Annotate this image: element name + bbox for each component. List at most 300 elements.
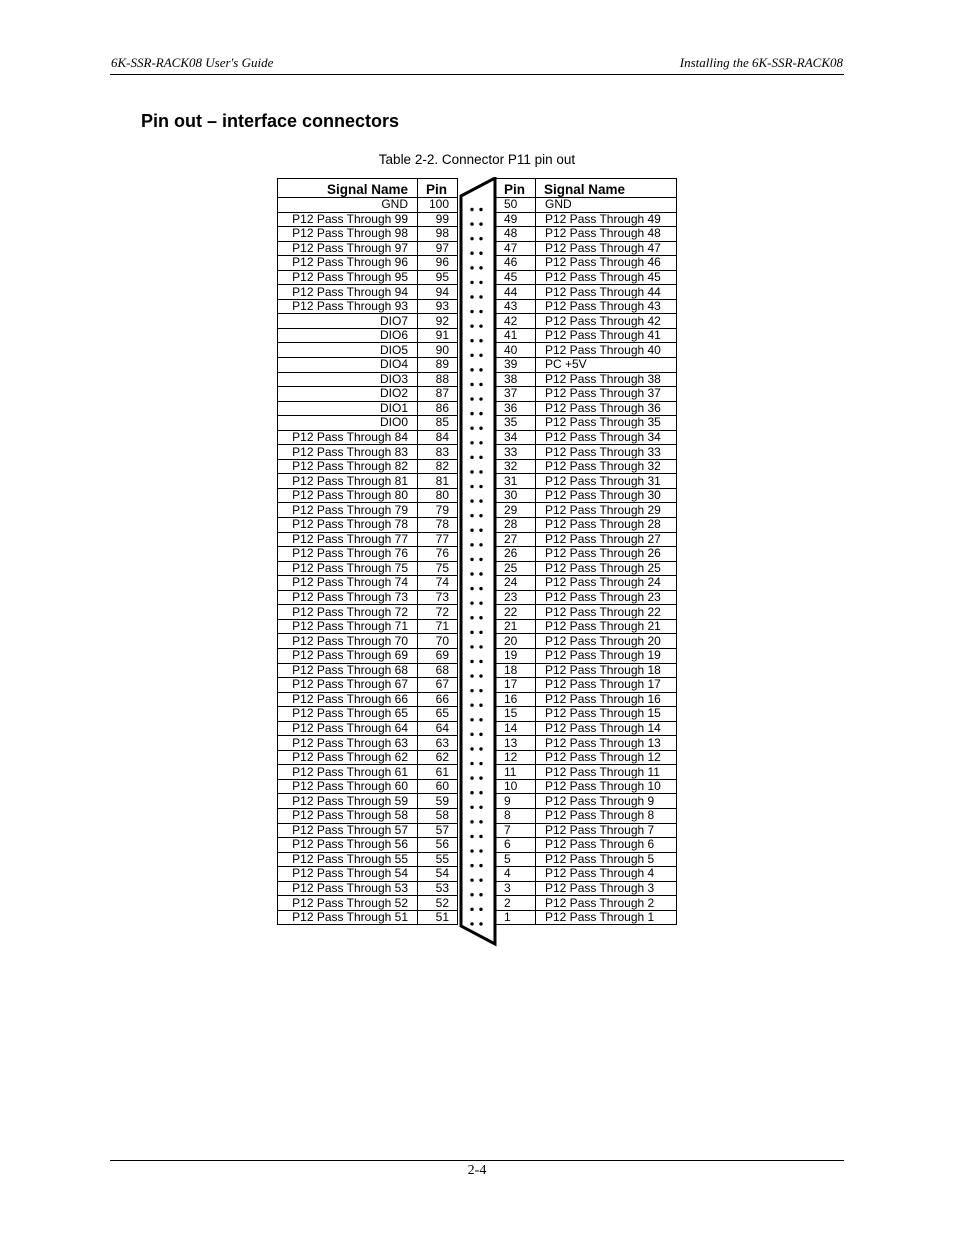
table-row <box>496 314 677 329</box>
pin-number-cell: 12 <box>496 750 536 765</box>
signal-name-cell: P12 Pass Through 27 <box>536 532 677 547</box>
signal-name-cell: P12 Pass Through 32 <box>536 459 677 474</box>
signal-name-cell: P12 Pass Through 64 <box>278 721 418 736</box>
pin-dot-left <box>470 733 473 736</box>
pin-number-cell: 27 <box>496 532 536 547</box>
table-row <box>278 401 458 416</box>
pin-dot-left <box>470 791 473 794</box>
pin-dot-left <box>470 383 473 386</box>
pin-dot-left <box>470 616 473 619</box>
signal-name-cell: DIO4 <box>278 358 418 373</box>
pin-number-cell: 31 <box>496 474 536 489</box>
pin-number-cell: 37 <box>496 387 536 402</box>
table-row <box>278 678 458 693</box>
signal-name-cell: P12 Pass Through 98 <box>278 227 418 242</box>
signal-name-cell: P12 Pass Through 14 <box>536 721 677 736</box>
signal-name-cell: P12 Pass Through 45 <box>536 270 677 285</box>
pin-number-cell: 45 <box>496 270 536 285</box>
pin-number-cell: 21 <box>496 619 536 634</box>
pin-dot-left <box>470 514 473 517</box>
header-chapter-title: Installing the 6K-SSR-RACK08 <box>679 55 843 70</box>
table-row <box>278 299 458 314</box>
footer-rule <box>110 1160 844 1161</box>
pin-number-cell: 54 <box>418 867 458 882</box>
table-row <box>496 881 677 896</box>
table-row <box>278 358 458 373</box>
pin-dot-right <box>479 281 482 284</box>
table-row <box>496 430 677 445</box>
signal-name-cell: P12 Pass Through 79 <box>278 503 418 518</box>
pin-number-cell: 7 <box>496 823 536 838</box>
table-row <box>496 838 677 853</box>
signal-name-cell: P12 Pass Through 33 <box>536 445 677 460</box>
signal-name-cell: P12 Pass Through 74 <box>278 576 418 591</box>
signal-name-cell: P12 Pass Through 30 <box>536 488 677 503</box>
signal-name-cell: P12 Pass Through 83 <box>278 445 418 460</box>
pin-number-cell: 56 <box>418 838 458 853</box>
table-row <box>278 692 458 707</box>
signal-name-cell: P12 Pass Through 81 <box>278 474 418 489</box>
signal-name-cell: P12 Pass Through 10 <box>536 779 677 794</box>
pinout-table-right <box>495 178 677 925</box>
pin-dot-right <box>479 762 482 765</box>
pin-dot-left <box>470 558 473 561</box>
pin-dot-right <box>479 806 482 809</box>
pin-number-cell: 50 <box>496 198 536 213</box>
pin-dot-left <box>470 529 473 532</box>
signal-name-cell: P12 Pass Through 35 <box>536 416 677 431</box>
table-row <box>278 736 458 751</box>
pin-number-cell: 16 <box>496 692 536 707</box>
table-header-row <box>496 179 677 198</box>
table-row <box>278 605 458 620</box>
signal-name-cell: P12 Pass Through 34 <box>536 430 677 445</box>
signal-name-cell: P12 Pass Through 28 <box>536 518 677 533</box>
pin-dot-left <box>470 660 473 663</box>
table-row <box>278 590 458 605</box>
pin-dot-left <box>470 674 473 677</box>
pin-number-cell: 84 <box>418 430 458 445</box>
signal-name-cell: P12 Pass Through 15 <box>536 707 677 722</box>
pin-dot-right <box>479 310 482 313</box>
pin-number-cell: 89 <box>418 358 458 373</box>
pin-number-cell: 75 <box>418 561 458 576</box>
pin-number-cell: 58 <box>418 808 458 823</box>
pin-dot-left <box>470 820 473 823</box>
pin-number-cell: 10 <box>496 779 536 794</box>
table-row <box>496 678 677 693</box>
column-header-pin: Pin <box>418 179 458 198</box>
pin-dot-right <box>479 747 482 750</box>
pin-number-cell: 26 <box>496 547 536 562</box>
signal-name-cell: P12 Pass Through 63 <box>278 736 418 751</box>
signal-name-cell: P12 Pass Through 46 <box>536 256 677 271</box>
pin-number-cell: 96 <box>418 256 458 271</box>
table-row <box>496 634 677 649</box>
table-row <box>496 590 677 605</box>
table-row <box>496 663 677 678</box>
table-row <box>278 241 458 256</box>
table-row <box>278 372 458 387</box>
pin-number-cell: 66 <box>418 692 458 707</box>
pin-dot-left <box>470 543 473 546</box>
pin-number-cell: 17 <box>496 678 536 693</box>
signal-name-cell: P12 Pass Through 78 <box>278 518 418 533</box>
table-row <box>278 838 458 853</box>
pin-dot-right <box>479 514 482 517</box>
pin-number-cell: 8 <box>496 808 536 823</box>
header-guide-title: 6K-SSR-RACK08 User's Guide <box>111 55 274 70</box>
pin-dot-left <box>470 222 473 225</box>
pin-dot-left <box>470 572 473 575</box>
table-row <box>278 430 458 445</box>
table-caption: Table 2-2. Connector P11 pin out <box>378 152 576 167</box>
column-header-signal-name: Signal Name <box>536 179 677 198</box>
signal-name-cell: P12 Pass Through 68 <box>278 663 418 678</box>
pin-dot-right <box>479 674 482 677</box>
pin-number-cell: 38 <box>496 372 536 387</box>
pin-number-cell: 98 <box>418 227 458 242</box>
signal-name-cell: P12 Pass Through 21 <box>536 619 677 634</box>
pin-number-cell: 25 <box>496 561 536 576</box>
pin-number-cell: 88 <box>418 372 458 387</box>
table-row <box>496 241 677 256</box>
pin-dot-right <box>479 616 482 619</box>
pin-dot-right <box>479 849 482 852</box>
table-row <box>278 867 458 882</box>
table-row <box>496 765 677 780</box>
pin-dot-left <box>470 266 473 269</box>
signal-name-cell: P12 Pass Through 8 <box>536 808 677 823</box>
pin-dot-right <box>479 864 482 867</box>
table-row <box>278 518 458 533</box>
table-row <box>278 227 458 242</box>
pin-dot-right <box>479 718 482 721</box>
signal-name-cell: P12 Pass Through 62 <box>278 750 418 765</box>
signal-name-cell: P12 Pass Through 77 <box>278 532 418 547</box>
pin-number-cell: 28 <box>496 518 536 533</box>
table-row <box>278 387 458 402</box>
signal-name-cell: P12 Pass Through 55 <box>278 852 418 867</box>
signal-name-cell: DIO6 <box>278 328 418 343</box>
table-row <box>496 707 677 722</box>
table-row <box>496 343 677 358</box>
signal-name-cell: DIO1 <box>278 401 418 416</box>
signal-name-cell: P12 Pass Through 73 <box>278 590 418 605</box>
signal-name-cell: P12 Pass Through 12 <box>536 750 677 765</box>
pin-number-cell: 34 <box>496 430 536 445</box>
table-row <box>496 358 677 373</box>
signal-name-cell: P12 Pass Through 71 <box>278 619 418 634</box>
table-row <box>278 532 458 547</box>
table-row <box>278 808 458 823</box>
table-row <box>496 896 677 911</box>
table-row <box>496 852 677 867</box>
table-row <box>496 721 677 736</box>
table-row <box>278 561 458 576</box>
table-row <box>278 750 458 765</box>
table-row <box>496 692 677 707</box>
pin-number-cell: 90 <box>418 343 458 358</box>
table-row <box>496 285 677 300</box>
signal-name-cell: P12 Pass Through 80 <box>278 488 418 503</box>
table-row <box>278 212 458 227</box>
pin-dot-left <box>470 208 473 211</box>
pin-number-cell: 20 <box>496 634 536 649</box>
table-row <box>496 227 677 242</box>
pin-dot-right <box>479 820 482 823</box>
pin-dot-right <box>479 835 482 838</box>
signal-name-cell: P12 Pass Through 16 <box>536 692 677 707</box>
signal-name-cell: P12 Pass Through 76 <box>278 547 418 562</box>
pin-dot-right <box>479 601 482 604</box>
pin-number-cell: 82 <box>418 459 458 474</box>
pin-dot-left <box>470 806 473 809</box>
table-row <box>278 663 458 678</box>
pin-dot-right <box>479 456 482 459</box>
signal-name-cell: P12 Pass Through 56 <box>278 838 418 853</box>
pin-number-cell: 5 <box>496 852 536 867</box>
table-row <box>278 474 458 489</box>
table-row <box>496 808 677 823</box>
pin-dot-left <box>470 237 473 240</box>
table-row <box>496 823 677 838</box>
pin-number-cell: 95 <box>418 270 458 285</box>
pin-number-cell: 40 <box>496 343 536 358</box>
pin-number-cell: 70 <box>418 634 458 649</box>
pin-dot-right <box>479 558 482 561</box>
pin-dot-left <box>470 427 473 430</box>
pin-number-cell: 71 <box>418 619 458 634</box>
pin-dot-right <box>479 237 482 240</box>
pin-number-cell: 85 <box>418 416 458 431</box>
pin-number-cell: 22 <box>496 605 536 620</box>
table-row <box>496 416 677 431</box>
table-row <box>496 736 677 751</box>
pin-dot-right <box>479 266 482 269</box>
pin-dot-left <box>470 295 473 298</box>
pin-dot-right <box>479 543 482 546</box>
pin-dot-right <box>479 733 482 736</box>
signal-name-cell: P12 Pass Through 84 <box>278 430 418 445</box>
pin-dot-right <box>479 645 482 648</box>
pin-dot-right <box>479 689 482 692</box>
pin-number-cell: 35 <box>496 416 536 431</box>
column-header-pin: Pin <box>496 179 536 198</box>
pin-dot-right <box>479 383 482 386</box>
pin-number-cell: 1 <box>496 910 536 925</box>
table-row <box>278 445 458 460</box>
signal-name-cell: P12 Pass Through 93 <box>278 299 418 314</box>
pin-dot-left <box>470 747 473 750</box>
table-row <box>496 576 677 591</box>
signal-name-cell: P12 Pass Through 26 <box>536 547 677 562</box>
pin-number-cell: 51 <box>418 910 458 925</box>
pin-number-cell: 80 <box>418 488 458 503</box>
pin-number-cell: 29 <box>496 503 536 518</box>
pin-number-cell: 97 <box>418 241 458 256</box>
signal-name-cell: P12 Pass Through 13 <box>536 736 677 751</box>
pin-dot-right <box>479 397 482 400</box>
table-row <box>278 314 458 329</box>
pin-number-cell: 77 <box>418 532 458 547</box>
table-row <box>496 518 677 533</box>
pin-dot-right <box>479 704 482 707</box>
table-header-row <box>278 179 458 198</box>
pin-dot-right <box>479 412 482 415</box>
signal-name-cell: P12 Pass Through 6 <box>536 838 677 853</box>
table-row <box>278 343 458 358</box>
signal-name-cell: P12 Pass Through 24 <box>536 576 677 591</box>
pin-number-cell: 99 <box>418 212 458 227</box>
pin-number-cell: 23 <box>496 590 536 605</box>
pin-dot-right <box>479 368 482 371</box>
pin-number-cell: 44 <box>496 285 536 300</box>
signal-name-cell: P12 Pass Through 4 <box>536 867 677 882</box>
signal-name-cell: P12 Pass Through 75 <box>278 561 418 576</box>
table-row <box>278 779 458 794</box>
pin-number-cell: 41 <box>496 328 536 343</box>
pin-dot-right <box>479 222 482 225</box>
pin-number-cell: 63 <box>418 736 458 751</box>
pin-number-cell: 6 <box>496 838 536 853</box>
pin-number-cell: 9 <box>496 794 536 809</box>
pin-number-cell: 57 <box>418 823 458 838</box>
pin-dot-right <box>479 776 482 779</box>
signal-name-cell: P12 Pass Through 29 <box>536 503 677 518</box>
pin-dot-right <box>479 427 482 430</box>
pin-dot-left <box>470 631 473 634</box>
table-row <box>278 721 458 736</box>
pin-dot-left <box>470 776 473 779</box>
pin-number-cell: 19 <box>496 648 536 663</box>
table-row <box>278 285 458 300</box>
signal-name-cell: PC +5V <box>536 358 677 373</box>
pin-number-cell: 65 <box>418 707 458 722</box>
pin-number-cell: 94 <box>418 285 458 300</box>
pin-number-cell: 59 <box>418 794 458 809</box>
signal-name-cell: P12 Pass Through 47 <box>536 241 677 256</box>
table-row <box>496 474 677 489</box>
table-row <box>496 372 677 387</box>
pin-dot-right <box>479 572 482 575</box>
pin-dot-right <box>479 922 482 925</box>
pin-dot-right <box>479 252 482 255</box>
table-row <box>278 852 458 867</box>
table-row <box>278 547 458 562</box>
pin-dot-right <box>479 587 482 590</box>
pin-number-cell: 55 <box>418 852 458 867</box>
pin-dot-right <box>479 791 482 794</box>
signal-name-cell: P12 Pass Through 22 <box>536 605 677 620</box>
pin-dot-left <box>470 587 473 590</box>
signal-name-cell: DIO7 <box>278 314 418 329</box>
section-title: Pin out – interface connectors <box>141 111 400 131</box>
pin-dot-right <box>479 295 482 298</box>
signal-name-cell: P12 Pass Through 1 <box>536 910 677 925</box>
signal-name-cell: GND <box>536 198 677 213</box>
pin-number-cell: 74 <box>418 576 458 591</box>
signal-name-cell: P12 Pass Through 54 <box>278 867 418 882</box>
table-row <box>278 576 458 591</box>
pin-dot-right <box>479 893 482 896</box>
signal-name-cell: P12 Pass Through 37 <box>536 387 677 402</box>
signal-name-cell: DIO3 <box>278 372 418 387</box>
signal-name-cell: P12 Pass Through 70 <box>278 634 418 649</box>
pin-dot-left <box>470 922 473 925</box>
signal-name-cell: DIO0 <box>278 416 418 431</box>
pin-number-cell: 62 <box>418 750 458 765</box>
pin-dot-left <box>470 368 473 371</box>
table-row <box>496 619 677 634</box>
pin-dot-left <box>470 485 473 488</box>
table-row <box>496 547 677 562</box>
signal-name-cell: P12 Pass Through 48 <box>536 227 677 242</box>
table-row <box>278 794 458 809</box>
signal-name-cell: P12 Pass Through 43 <box>536 299 677 314</box>
pin-number-cell: 24 <box>496 576 536 591</box>
table-row <box>496 445 677 460</box>
table-row <box>278 503 458 518</box>
pin-dot-right <box>479 354 482 357</box>
table-row <box>496 794 677 809</box>
table-row <box>278 619 458 634</box>
pin-dot-left <box>470 354 473 357</box>
connector-pin-dots <box>470 208 482 926</box>
pin-dot-left <box>470 704 473 707</box>
signal-name-cell: P12 Pass Through 17 <box>536 678 677 693</box>
pin-dot-left <box>470 908 473 911</box>
table-row <box>496 503 677 518</box>
signal-name-cell: P12 Pass Through 97 <box>278 241 418 256</box>
pin-number-cell: 46 <box>496 256 536 271</box>
signal-name-cell: P12 Pass Through 2 <box>536 896 677 911</box>
signal-name-cell: P12 Pass Through 52 <box>278 896 418 911</box>
pin-dot-right <box>479 324 482 327</box>
pin-dot-left <box>470 878 473 881</box>
signal-name-cell: P12 Pass Through 19 <box>536 648 677 663</box>
signal-name-cell: P12 Pass Through 59 <box>278 794 418 809</box>
signal-name-cell: P12 Pass Through 53 <box>278 881 418 896</box>
pin-number-cell: 49 <box>496 212 536 227</box>
pin-dot-left <box>470 252 473 255</box>
pin-number-cell: 30 <box>496 488 536 503</box>
pin-dot-left <box>470 835 473 838</box>
signal-name-cell: P12 Pass Through 99 <box>278 212 418 227</box>
signal-name-cell: P12 Pass Through 40 <box>536 343 677 358</box>
signal-name-cell: P12 Pass Through 96 <box>278 256 418 271</box>
table-row <box>496 561 677 576</box>
pin-dot-right <box>479 499 482 502</box>
pin-dot-left <box>470 601 473 604</box>
signal-name-cell: P12 Pass Through 11 <box>536 765 677 780</box>
pin-dot-left <box>470 412 473 415</box>
pin-dot-right <box>479 908 482 911</box>
table-row <box>496 401 677 416</box>
pin-number-cell: 3 <box>496 881 536 896</box>
pin-number-cell: 43 <box>496 299 536 314</box>
table-row <box>278 634 458 649</box>
pin-dot-left <box>470 849 473 852</box>
pin-dot-left <box>470 339 473 342</box>
signal-name-cell: P12 Pass Through 66 <box>278 692 418 707</box>
table-row <box>278 707 458 722</box>
table-row <box>496 779 677 794</box>
pin-dot-right <box>479 441 482 444</box>
pin-number-cell: 93 <box>418 299 458 314</box>
pin-number-cell: 64 <box>418 721 458 736</box>
table-row <box>278 765 458 780</box>
